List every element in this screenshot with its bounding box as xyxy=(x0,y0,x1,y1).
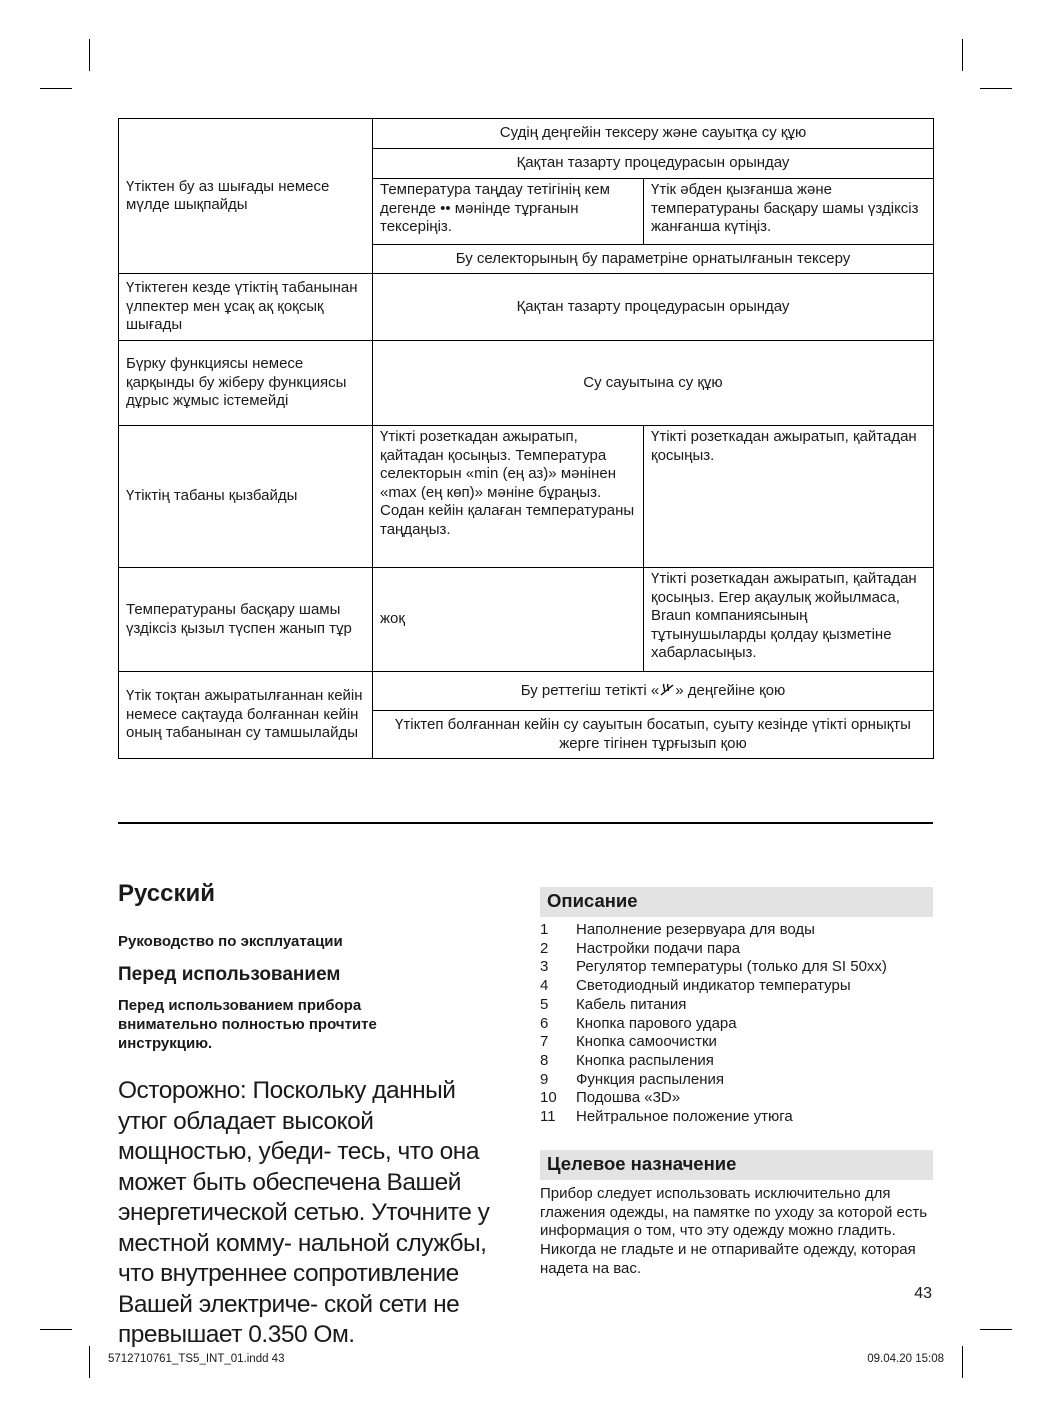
solution-cell: жоқ xyxy=(373,568,644,672)
crop-mark xyxy=(89,39,90,71)
section-divider xyxy=(118,822,933,824)
item-number: 2 xyxy=(540,939,549,957)
description-item xyxy=(540,1108,933,1127)
item-text: Кнопка распыления xyxy=(576,1051,714,1069)
solution-cell: Қақтан тазарту процедурасын орындау xyxy=(373,274,934,341)
description-item xyxy=(540,1089,933,1108)
item-number: 5 xyxy=(540,995,549,1013)
problem-cell: Температураны басқару шамы үздіксіз қызыл түспен жанып тұр xyxy=(119,568,373,672)
item-text: Кнопка парового удара xyxy=(576,1014,737,1032)
solution-cell: Судің деңгейін тексеру және сауытқа су құю xyxy=(373,119,934,149)
manual-subtitle: Руководство по эксплуатации xyxy=(118,933,343,950)
solution-cell: Бу селекторының бу параметріне орнатылғанын тексеру xyxy=(373,245,934,274)
before-use-heading: Перед использованием xyxy=(118,964,341,985)
before-use-text: Перед использованием прибора внимательно полностью прочтите инструкцию. xyxy=(118,997,377,1052)
description-item xyxy=(540,996,933,1015)
solution-cell: Үтікті розеткадан ажыратып, қайтадан қосыңыз. xyxy=(644,426,934,568)
item-number: 7 xyxy=(540,1033,549,1051)
item-number: 4 xyxy=(540,977,549,995)
item-text: Кнопка самоочистки xyxy=(576,1033,717,1051)
item-number: 1 xyxy=(540,921,549,938)
item-number: 8 xyxy=(540,1051,549,1069)
item-number: 3 xyxy=(540,958,549,976)
item-text: Наполнение резервуара для воды xyxy=(576,921,815,938)
item-text: Светодиодный индикатор температуры xyxy=(576,977,851,995)
footer-file-info: 5712710761_TS5_INT_01.indd 43 xyxy=(108,1353,285,1365)
description-item xyxy=(540,1015,933,1034)
item-text: Настройки подачи пара xyxy=(576,939,741,957)
item-text: Нейтральное положение утюга xyxy=(576,1108,793,1126)
crop-mark xyxy=(962,1346,963,1378)
troubleshooting-table xyxy=(118,118,934,759)
solution-cell: Үтікті розеткадан ажыратып, қайтадан қосыңыз. Егер ақаулық жойылмаса, Braun компаниясының тұтынушыларды қолдау қызметіне хабарласыңыз. xyxy=(644,568,934,672)
item-number: 6 xyxy=(540,1014,549,1032)
description-item xyxy=(540,921,933,940)
description-item xyxy=(540,958,933,977)
solution-cell: Су сауытына су құю xyxy=(373,341,934,426)
problem-cell: Үтік тоқтан ажыратылғаннан кейін немесе сақтауда болғаннан кейін оның табанынан су тамшылайды xyxy=(119,672,373,759)
description-item xyxy=(540,1071,933,1090)
item-text: Регулятор температуры (только для SI 50xx) xyxy=(576,958,887,976)
page-number: 43 xyxy=(914,1285,932,1302)
description-item xyxy=(540,1052,933,1071)
crop-mark xyxy=(962,39,963,71)
purpose-text: Прибор следует использовать исключительно для глажения одежды, на памятке по уходу за которой есть информация о том, что эту одежду можно гладить. Никогда не гладьте и не отпаривайте одежду, которая надета на вас. xyxy=(540,1185,928,1277)
crop-mark xyxy=(980,1329,1012,1330)
description-item xyxy=(540,977,933,996)
crop-mark xyxy=(980,88,1012,89)
language-title: Русский xyxy=(118,880,215,907)
problem-cell: Үтіктеген кезде үтіктің табанынан үлпектер мен ұсақ ақ қоқсық шығады xyxy=(119,274,373,341)
solution-cell xyxy=(373,672,934,711)
crop-mark xyxy=(89,1346,90,1378)
item-number: 11 xyxy=(540,1108,556,1126)
solution-text-after: » деңгейіне қою xyxy=(675,681,786,699)
solution-cell: Үтікті розеткадан ажыратып, қайтадан қосыңыз. Температура селекторын «min (ең аз)» мәнінен «max (ең көп)» мәніне бұраңыз. Содан кейін қалаған температураны таңдаңыз. xyxy=(373,426,644,568)
problem-cell: Бүрку функциясы немесе қарқынды бу жіберу функциясы дұрыс жұмыс істемейді xyxy=(119,341,373,426)
solution-cell: Қақтан тазарту процедурасын орындау xyxy=(373,149,934,179)
description-item xyxy=(540,1033,933,1052)
solution-text-before: Бу реттегіш тетікті « xyxy=(520,681,660,699)
description-item xyxy=(540,940,933,959)
problem-cell: Үтіктің табаны қызбайды xyxy=(119,426,373,568)
solution-cell: Температура таңдау тетігінің кем дегенде •• мәнінде тұрғанын тексеріңіз. xyxy=(373,179,644,245)
problem-cell: Үтіктен бу аз шығады немесе мүлде шықпайды xyxy=(119,119,373,274)
no-steam-icon xyxy=(659,682,675,698)
solution-cell: Үтіктеп болғаннан кейін су сауытын босатып, суыту кезінде үтікті орнықты жерге тігінен тұрғызып қою xyxy=(373,711,934,759)
purpose-heading: Целевое назначение xyxy=(540,1150,933,1180)
item-number: 9 xyxy=(540,1070,549,1088)
caution-text: Осторожно: Поскольку данный утюг обладает высокой мощностью, убеди- тесь, что она может быть обеспечена Вашей энергетической сетью. Уточните у местной комму- нальной службы, что внутреннее сопротивление Вашей электриче- ской сети не превышает 0.350 Ом. xyxy=(118,1077,490,1348)
item-text: Функция распыления xyxy=(576,1070,724,1088)
item-number: 10 xyxy=(540,1089,557,1107)
crop-mark xyxy=(40,88,72,89)
solution-cell: Үтік әбден қызғанша және температураны басқару шамы үздіксіз жанғанша күтіңіз. xyxy=(644,179,934,245)
item-text: Кабель питания xyxy=(576,995,687,1013)
item-text: Подошва «3D» xyxy=(576,1089,681,1107)
description-list xyxy=(540,921,933,1127)
crop-mark xyxy=(40,1329,72,1330)
footer-date: 09.04.20 15:08 xyxy=(867,1353,944,1365)
description-heading: Описание xyxy=(540,887,933,917)
